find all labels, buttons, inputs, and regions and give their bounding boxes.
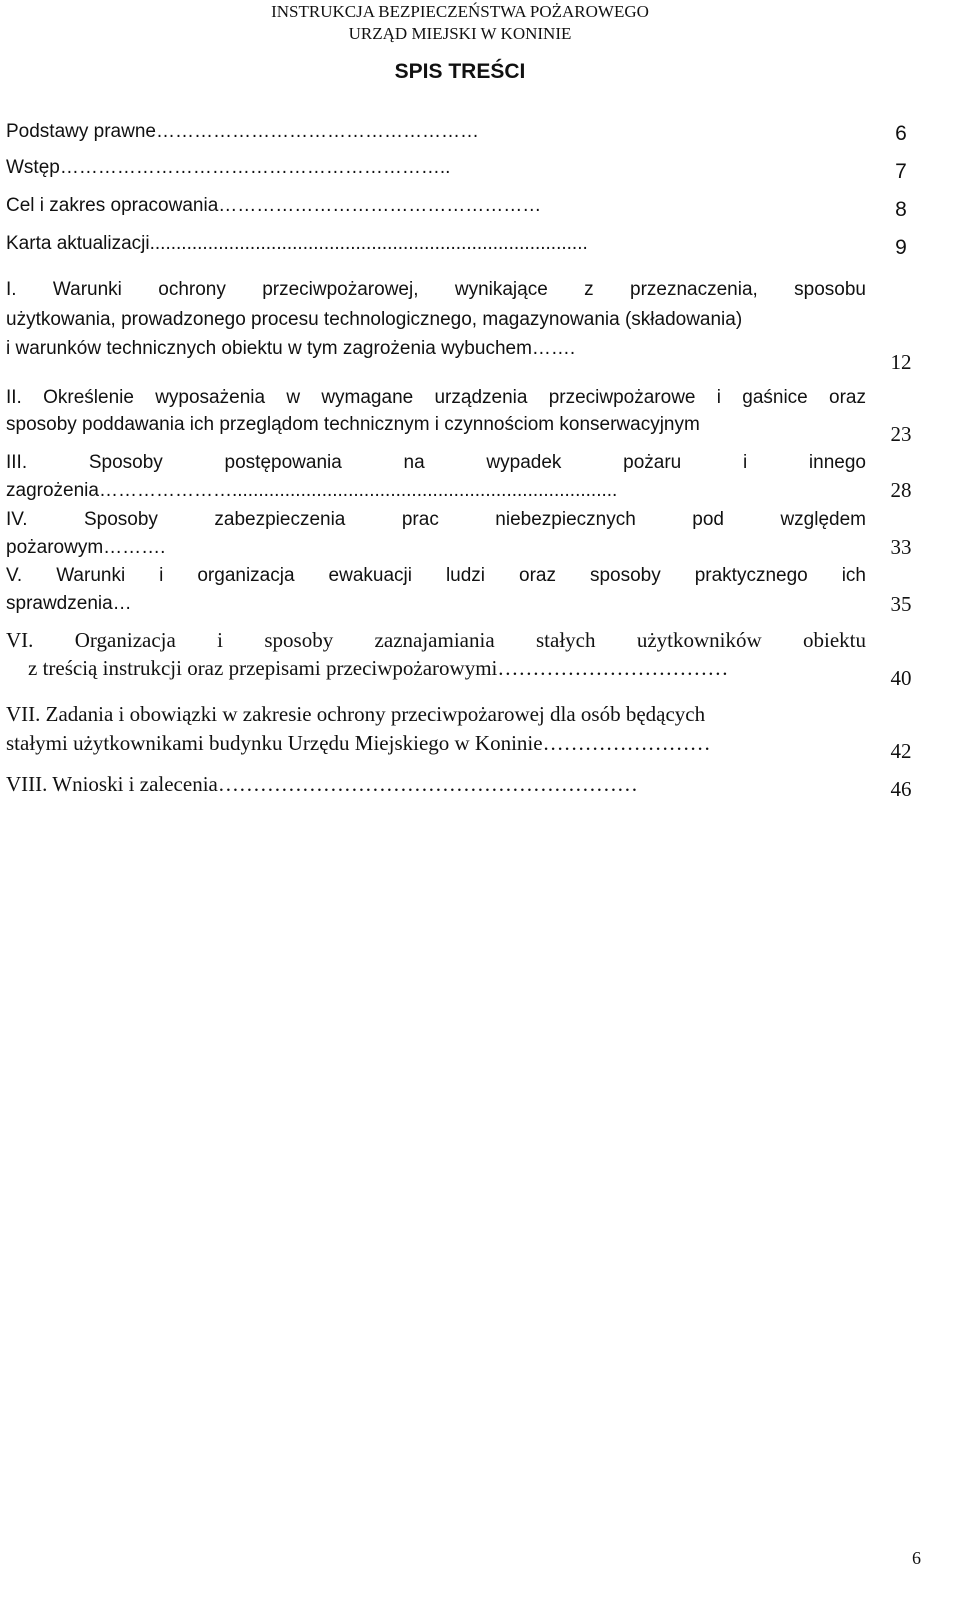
toc-section-1-line-3: i warunków technicznych obiektu w tym zagrożenia wybuchem…….: [6, 338, 576, 359]
toc-entry-podstawy-prawne: Podstawy prawne……………………………………………: [6, 121, 479, 142]
toc-page-section-1: 12: [890, 350, 912, 374]
toc-page-section-5: 35: [890, 592, 912, 616]
toc-entry-wnioski: VIII. Wnioski i zalecenia……………………………………………………: [6, 772, 638, 796]
toc-section-7-line-2: stałymi użytkownikami budynku Urzędu Miejskiego w Koninie……………………: [6, 731, 711, 755]
toc-page-section-4: 33: [890, 535, 912, 559]
toc-entry-cel: Cel i zakres opracowania……………………………………………: [6, 195, 542, 216]
toc-page-wnioski: 46: [890, 777, 912, 801]
toc-page-wstep: 7: [895, 160, 907, 183]
toc-page-karta: 9: [895, 236, 907, 259]
toc-page-podstawy-prawne: 6: [895, 122, 907, 145]
toc-entry-karta: Karta aktualizacji...................................................................................: [6, 233, 588, 254]
footer-page-number: 6: [912, 1548, 921, 1568]
toc-section-6-line-2: z treścią instrukcji oraz przepisami przeciwpożarowymi……………………………: [28, 656, 729, 680]
toc-section-3-line-1: III. Sposoby postępowania na wypadek pożaru i innego: [6, 452, 866, 473]
toc-section-4-line-2: pożarowym……….: [6, 537, 166, 558]
toc-page-section-3: 28: [890, 478, 912, 502]
toc-page-section-2: 23: [890, 422, 912, 446]
toc-section-5-line-1: V. Warunki i organizacja ewakuacji ludzi oraz sposoby praktycznego ich: [6, 565, 866, 586]
document-header-line-1: INSTRUKCJA BEZPIECZEŃSTWA POŻAROWEGO: [271, 2, 649, 21]
toc-page-section-7: 42: [890, 739, 912, 763]
toc-section-1-line-2: użytkowania, prowadzonego procesu technologicznego, magazynowania (składowania): [6, 309, 743, 330]
document-header-line-2: URZĄD MIEJSKI W KONINIE: [348, 24, 572, 43]
toc-page-cel: 8: [895, 198, 907, 221]
toc-section-3-line-2: zagrożenia………………….........................................................................: [6, 480, 618, 501]
toc-section-6-line-1: VI. Organizacja i sposoby zaznajamiania stałych użytkowników obiektu: [6, 628, 866, 652]
toc-section-1-line-1: I. Warunki ochrony przeciwpożarowej, wynikające z przeznaczenia, sposobu: [6, 279, 866, 300]
toc-section-7-line-1: VII. Zadania i obowiązki w zakresie ochrony przeciwpożarowej dla osób będących: [6, 702, 706, 726]
toc-entry-wstep: Wstęp……………………………………………………..: [6, 157, 451, 178]
toc-section-5-line-2: sprawdzenia…: [6, 593, 132, 614]
toc-page-section-6: 40: [890, 666, 912, 690]
toc-section-4-line-1: IV. Sposoby zabezpieczenia prac niebezpiecznych pod względem: [6, 509, 866, 530]
toc-section-2-line-1: II. Określenie wyposażenia w wymagane urządzenia przeciwpożarowe i gaśnice oraz: [6, 387, 866, 408]
page-title: SPIS TREŚCI: [394, 60, 526, 83]
toc-section-2-line-2: sposoby poddawania ich przeglądom technicznym i czynnościom konserwacyjnym: [6, 414, 700, 435]
